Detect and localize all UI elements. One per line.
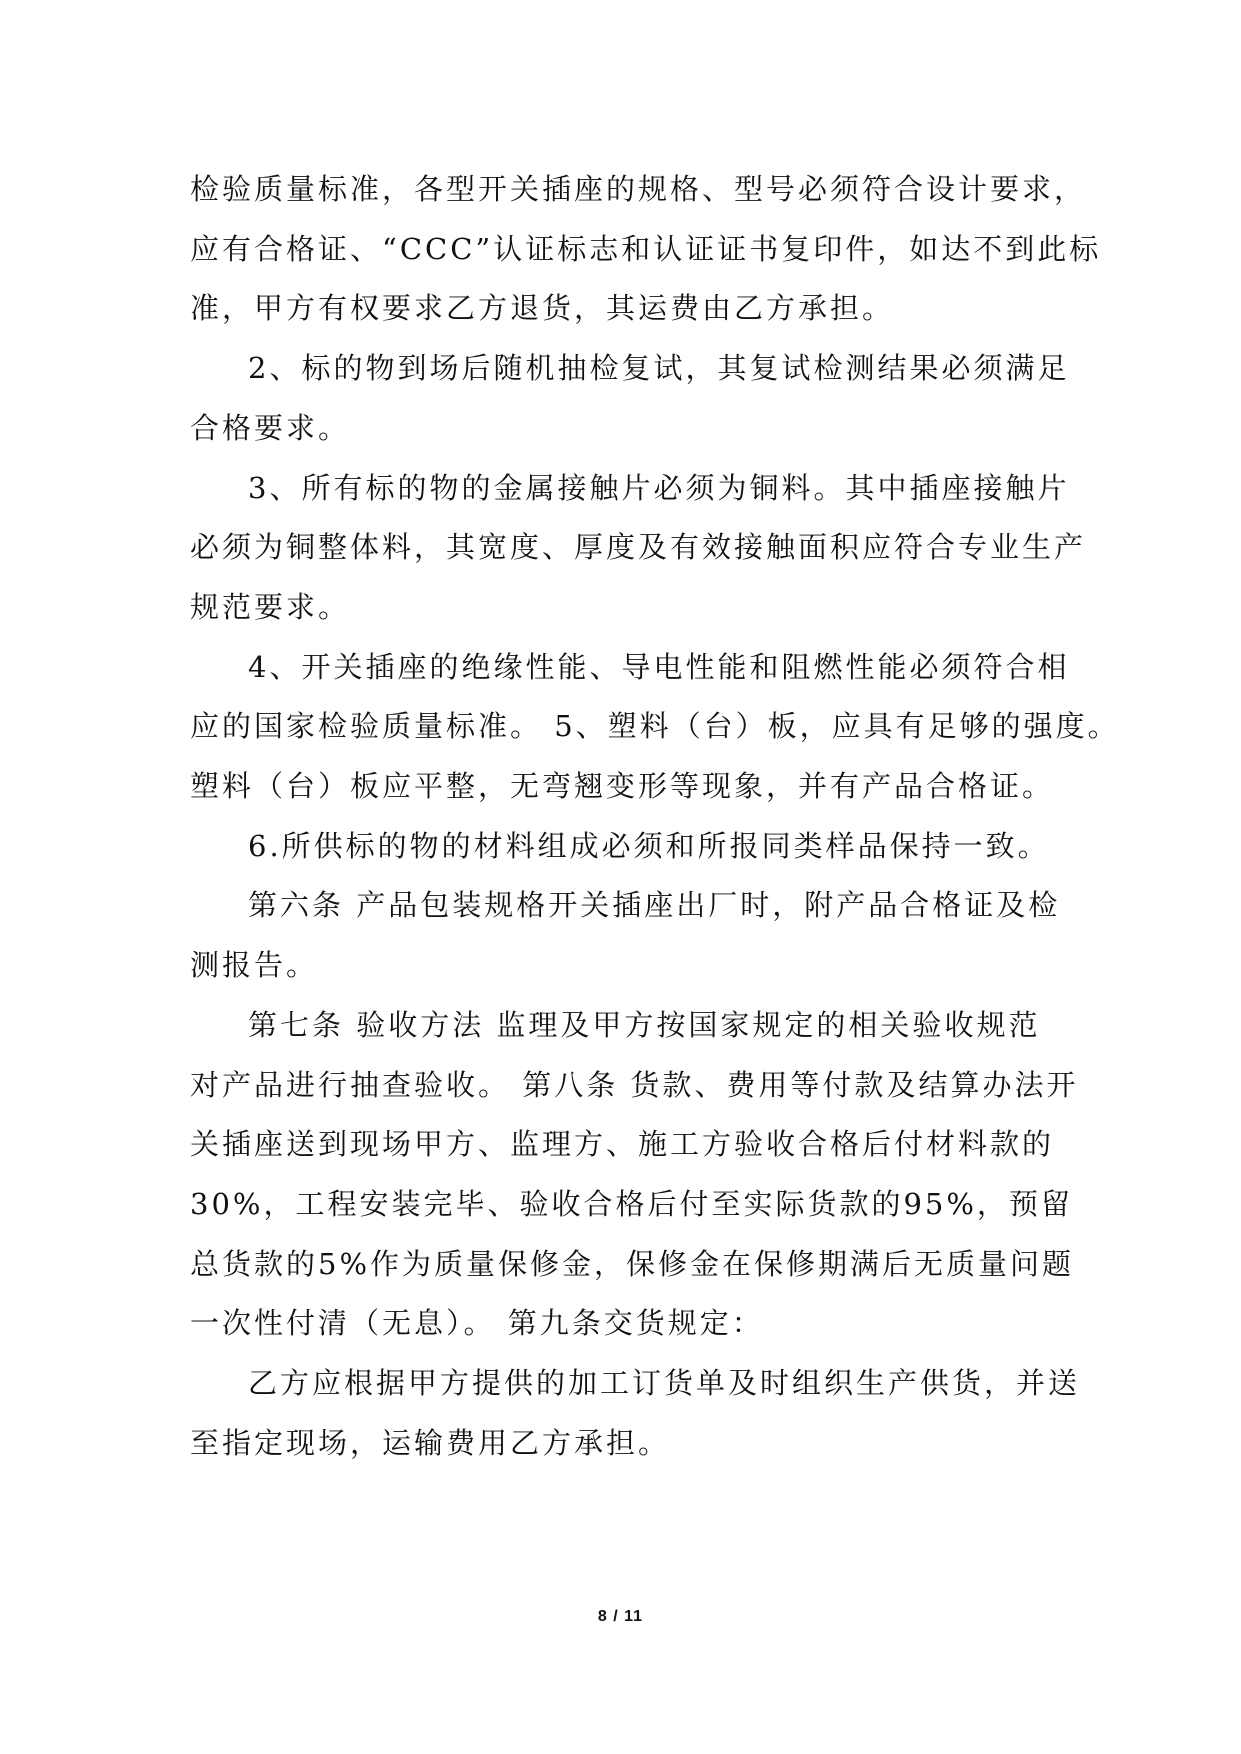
paragraph-line: 第六条 产品包装规格开关插座出厂时，附产品合格证及检: [248, 888, 1061, 923]
paragraph-line: 一次性付清（无息）。 第九条交货规定：: [190, 1306, 764, 1341]
paragraph-line: 应有合格证、“CCC”认证标志和认证证书复印件，如达不到此标: [190, 231, 1102, 266]
paragraph-line: 规范要求。: [190, 589, 351, 624]
paragraph-line: 3、所有标的物的金属接触片必须为铜料。其中插座接触片: [248, 470, 1070, 505]
paragraph-line: 准，甲方有权要求乙方退货，其运费由乙方承担。: [190, 291, 895, 326]
page-number: 8 / 11: [597, 1608, 644, 1625]
paragraph-line: 4、开关插座的绝缘性能、导电性能和阻燃性能必须符合相: [248, 649, 1070, 684]
paragraph-line: 检验质量标准，各型开关插座的规格、型号必须符合设计要求，: [190, 172, 1087, 206]
paragraph-line: 第七条 验收方法 监理及甲方按国家规定的相关验收规范: [248, 1007, 1041, 1042]
paragraph-line: 30%，工程安装完毕、验收合格后付至实际货款的95%，预留: [190, 1186, 1073, 1221]
paragraph-line: 应的国家检验质量标准。 5、塑料（台）板，应具有足够的强度。: [190, 709, 1120, 744]
paragraph-line: 乙方应根据甲方提供的加工订货单及时组织生产供货，并送: [248, 1366, 1081, 1401]
paragraph-line: 至指定现场，运输费用乙方承担。: [190, 1425, 671, 1460]
paragraph-line: 总货款的5%作为质量保修金，保修金在保修期满后无质量问题: [190, 1246, 1075, 1281]
paragraph-line: 必须为铜整体料，其宽度、厚度及有效接触面积应符合专业生产: [190, 530, 1087, 565]
paragraph-line: 对产品进行抽查验收。 第八条 货款、费用等付款及结算办法开: [190, 1067, 1079, 1102]
document-body: [190, 160, 1120, 1473]
paragraph-line: 6.所供标的物的材料组成必须和所报同类样品保持一致。: [248, 828, 1050, 863]
paragraph-line: 合格要求。: [190, 410, 351, 445]
paragraph-line: 测报告。: [190, 948, 319, 983]
paragraph-line: 关插座送到现场甲方、监理方、施工方验收合格后付材料款的: [190, 1127, 1055, 1162]
paragraph-line: 2、标的物到场后随机抽检复试，其复试检测结果必须满足: [248, 351, 1070, 386]
paragraph-line: 塑料（台）板应平整，无弯翘变形等现象，并有产品合格证。: [190, 769, 1055, 804]
